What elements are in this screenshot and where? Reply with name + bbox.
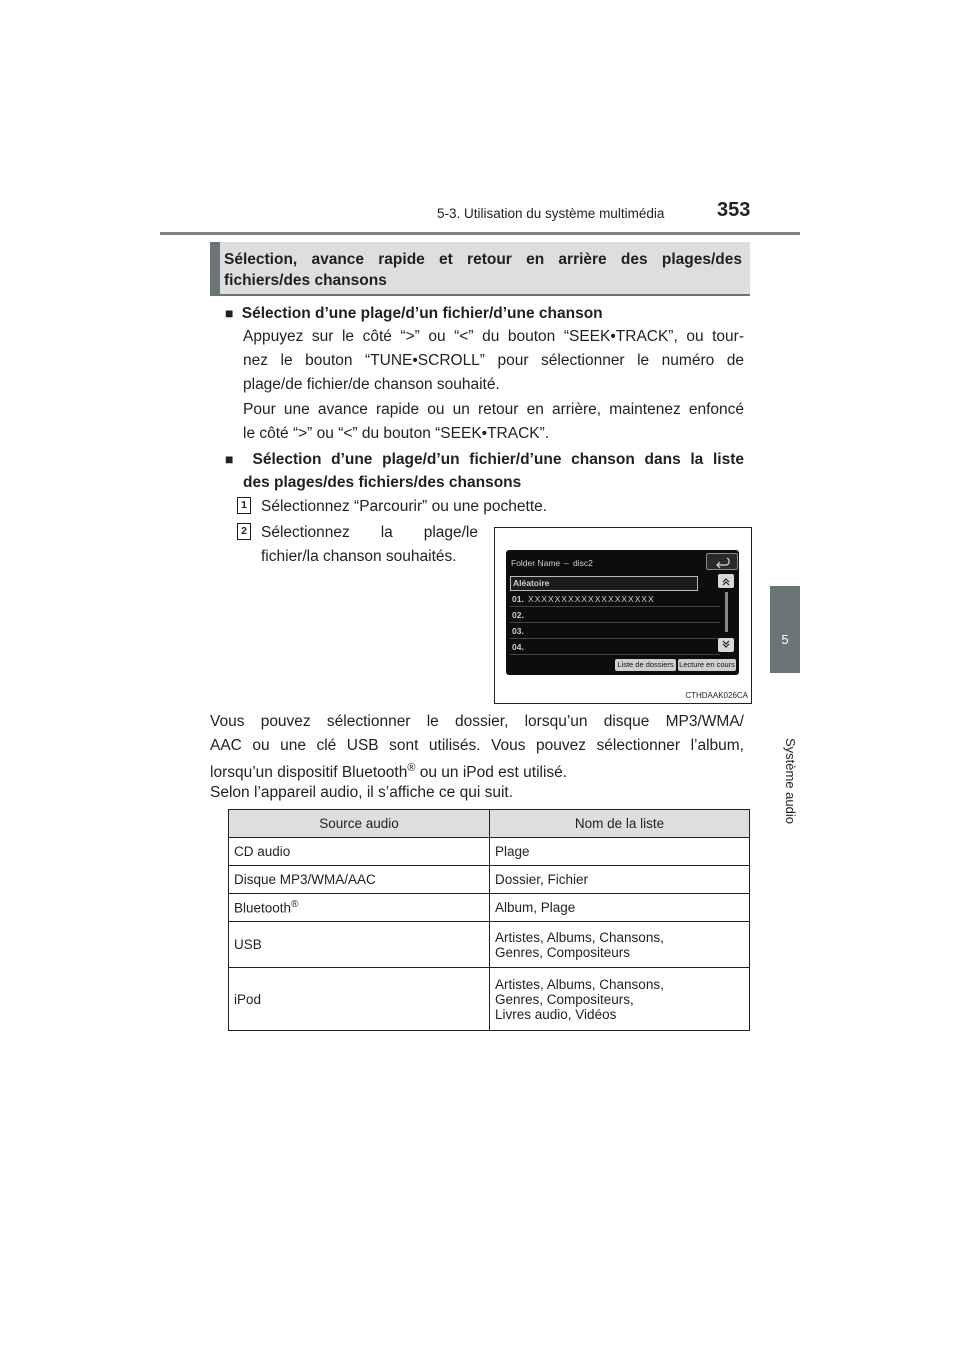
back-button[interactable]: [706, 553, 738, 570]
table-row: [229, 922, 750, 968]
illustration-code: CTHDAAK026CA: [685, 691, 748, 700]
table-cell-source: Disque MP3/WMA/AAC: [229, 866, 490, 894]
step-2-line1: Sélectionnez la plage/le: [261, 524, 478, 541]
subheading-2-line2: des plages/des fichiers/des chansons: [243, 474, 522, 491]
now-playing-button-label: Lecture en cours: [679, 660, 735, 669]
folder-list-button[interactable]: [615, 659, 676, 671]
section-title-box: [210, 242, 750, 296]
list-row-01-number: 01.: [512, 594, 524, 604]
display-screen: [506, 550, 739, 675]
table-cell-list-line: Artistes, Albums, Chansons,: [495, 976, 664, 992]
list-row-02-number: 02.: [512, 610, 524, 620]
list-row-01-title: XXXXXXXXXXXXXXXXXXX: [528, 594, 655, 604]
header-rule: [160, 232, 800, 235]
table-row: [229, 866, 750, 894]
table-row: [229, 838, 750, 866]
folder-list-button-label: Liste de dossiers: [617, 660, 674, 669]
table-cell-list-line: Livres audio, Vidéos: [495, 1006, 617, 1022]
scrollbar[interactable]: [725, 592, 728, 632]
table-cell-source-text: Bluetooth: [234, 900, 292, 916]
sub1-p1-line2: nez le bouton “TUNE•SCROLL” pour sélectionner le numéro de: [243, 352, 744, 369]
table-cell-list: [490, 968, 750, 1031]
back-arrow-icon: [707, 554, 737, 569]
list-row-02[interactable]: [510, 608, 720, 623]
body-p1-line2: AAC ou une clé USB sont utilisés. Vous pouvez sélectionner l’album,: [210, 737, 744, 754]
folder-separator: –: [564, 558, 569, 568]
registered-mark: ®: [291, 899, 299, 911]
scroll-up-button[interactable]: [718, 574, 734, 588]
chapter-number: 5: [781, 632, 789, 647]
body-p2: Selon l’appareil audio, il s’affiche ce qui suit.: [210, 784, 514, 801]
folder-name-label: Folder Name: [511, 558, 561, 568]
table-row: [229, 968, 750, 1031]
table-header-row: [229, 810, 750, 838]
screen-illustration: [494, 527, 752, 704]
list-row-03[interactable]: [510, 624, 720, 639]
now-playing-button[interactable]: [678, 659, 736, 671]
list-row-03-number: 03.: [512, 626, 524, 636]
page-down-icon: [718, 638, 734, 652]
body-p1-line3-c: ou un iPod est utilisé.: [415, 764, 568, 782]
step-2-number: 2: [237, 523, 251, 540]
table-cell-list-line: Genres, Compositeurs,: [495, 991, 634, 1007]
scroll-down-button[interactable]: [718, 638, 734, 652]
list-row-04[interactable]: [510, 640, 720, 655]
table-cell-source: iPod: [229, 968, 490, 1031]
list-row-random[interactable]: [510, 576, 698, 591]
bullet-square: ■: [225, 305, 234, 321]
table-header-list: Nom de la liste: [490, 810, 750, 838]
table-cell-list: Album, Plage: [490, 894, 750, 922]
table-cell-list: Dossier, Fichier: [490, 866, 750, 894]
sub1-p2-line1: Pour une avance rapide ou un retour en arrière, maintenez enfoncé: [243, 401, 744, 418]
sub1-p2-line2: le côté “>” ou “<” du bouton “SEEK•TRACK”.: [243, 425, 550, 442]
step-2-line2: fichier/la chanson souhaités.: [261, 548, 457, 565]
body-p1-line3-a: lorsqu’un dispositif Bluetooth: [210, 764, 408, 782]
table-cell-source: USB: [229, 922, 490, 968]
list-row-04-number: 04.: [512, 642, 524, 652]
list-row-random-label: Aléatoire: [513, 578, 550, 588]
section-header: 5-3. Utilisation du système multimédia: [437, 206, 665, 221]
subheading-2-line1: [225, 447, 744, 472]
step-1-text: Sélectionnez “Parcourir” ou une pochette.: [261, 498, 548, 515]
body-p1-line1: Vous pouvez sélectionner le dossier, lorsqu’un disque MP3/WMA/: [210, 713, 744, 730]
sub1-p1-line3: plage/de fichier/de chanson souhaité.: [243, 376, 500, 393]
registered-mark: ®: [407, 762, 416, 774]
subheading-1-text: Sélection d’une plage/d’un fichier/d’une chanson: [241, 305, 603, 322]
table-row: [229, 894, 750, 922]
table-cell-source: [229, 894, 490, 922]
table-cell-source: CD audio: [229, 838, 490, 866]
table-cell-list: Plage: [490, 838, 750, 866]
audio-source-table: [228, 809, 750, 1031]
table-cell-list-line: Genres, Compositeurs: [495, 944, 631, 960]
title-accent-bar: [210, 242, 220, 296]
page-number: 353: [717, 199, 751, 221]
chapter-tab: [770, 586, 800, 673]
subheading-1: [225, 301, 603, 326]
sub1-p1-line1: Appuyez sur le côté “>” ou “<” du bouton “SEEK•TRACK”, ou tour-: [243, 328, 744, 345]
page-up-icon: [718, 574, 734, 588]
table-cell-list: [490, 922, 750, 968]
step-1-number: 1: [237, 497, 251, 514]
list-row-01[interactable]: [510, 592, 720, 607]
section-title-line2: fichiers/des chansons: [224, 272, 387, 289]
table-header-source: Source audio: [229, 810, 490, 838]
bullet-square: ■: [225, 451, 239, 467]
section-title-line1: Sélection, avance rapide et retour en arrière des plages/des: [224, 251, 742, 268]
table-cell-list-line: Artistes, Albums, Chansons,: [495, 929, 664, 945]
chapter-label: Système audio: [783, 738, 798, 824]
folder-name-value: disc2: [573, 558, 593, 568]
subheading-2-text: Sélection d’une plage/d’un fichier/d’une chanson dans la liste: [252, 451, 744, 468]
